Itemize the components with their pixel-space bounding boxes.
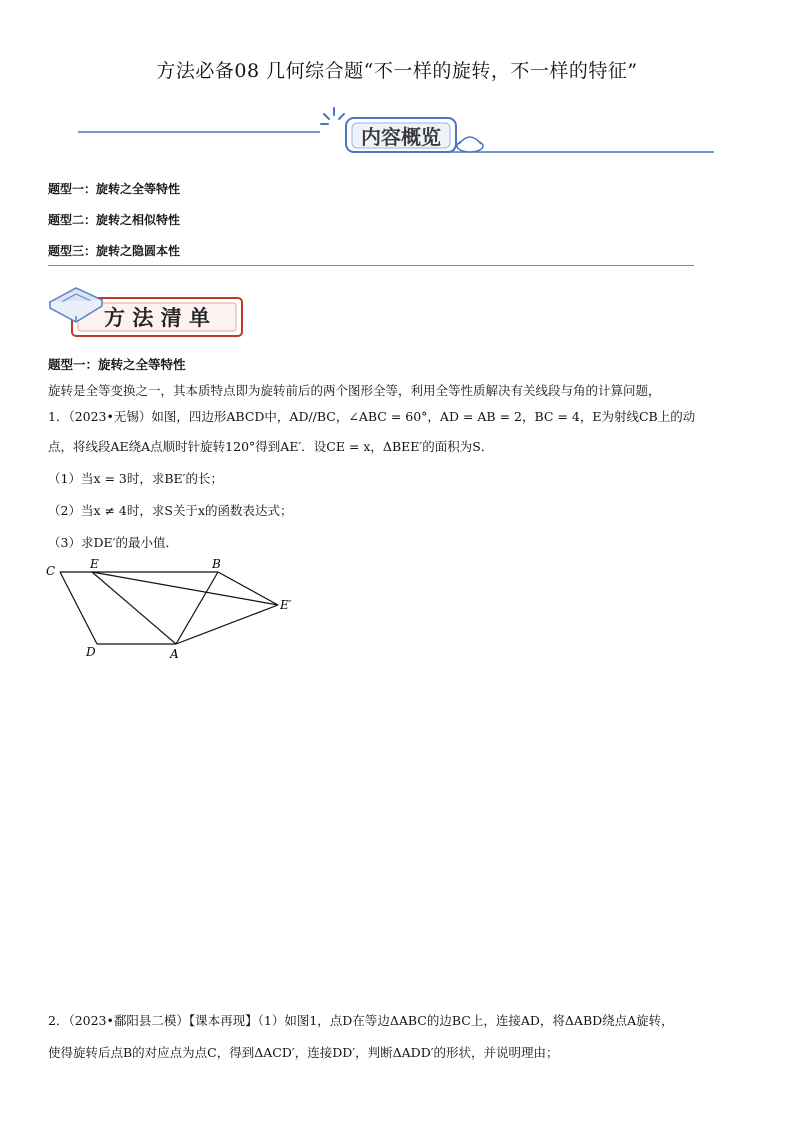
label-d: D — [86, 645, 96, 659]
overview-item: 题型二：旋转之相似特性 — [48, 213, 181, 227]
label-b: B — [212, 557, 221, 571]
segment-ee2 — [92, 572, 278, 605]
label-e-prime: E′ — [280, 598, 292, 612]
section-heading: 题型一：旋转之全等特性 — [48, 357, 186, 372]
question-1-part-2: （2）当x ≠ 4时，求S关于x的函数表达式； — [48, 503, 293, 518]
segment-ae — [92, 572, 176, 644]
overview-item: 题型一：旋转之全等特性 — [48, 182, 181, 196]
question-2-line-1: 2．（2023•鄱阳县二模）【课本再现】（1）如图1，点D在等边ΔABC的边BC上，连接AD，将ΔABD绕点A旋转， — [48, 1013, 674, 1028]
segment-cd — [60, 572, 97, 644]
divider — [48, 265, 694, 266]
sparkle-icon — [321, 108, 344, 124]
label-e: E — [90, 557, 99, 571]
segment-ae2 — [176, 605, 278, 644]
page-title: 方法必备08 几何综合题“不一样的旋转，不一样的特征” — [156, 60, 638, 82]
question-1-line-1: 1．（2023•无锡）如图，四边形ABCD中，AD//BC，∠ABC = 60°，AD = AB = 2，BC = 4，E为射线CB上的动 — [48, 409, 696, 424]
section-intro: 旋转是全等变换之一，其本质特点即为旋转前后的两个图形全等，利用全等性质解决有关线段与角的计算问题， — [48, 383, 661, 398]
label-c: C — [46, 564, 56, 578]
label-a: A — [170, 647, 179, 661]
segment-ab — [176, 572, 218, 644]
overview-list — [48, 180, 180, 273]
method-banner — [46, 276, 246, 340]
overview-banner — [78, 100, 718, 160]
geometry-figure — [40, 555, 310, 665]
question-2-line-2: 使得旋转后点B的对应点为点C，得到ΔACD′，连接DD′，判断ΔADD′的形状，并说明理由； — [48, 1045, 559, 1060]
question-1-part-1: （1）当x = 3时，求BE′的长； — [48, 471, 224, 486]
question-1-line-2: 点，将线段AE绕A点顺时针旋转120°得到AE′．设CE = x，ΔBEE′的面积为S． — [48, 439, 494, 454]
question-1-part-3: （3）求DE′的最小值． — [48, 535, 178, 550]
method-banner-label: 方 法 清 单 — [104, 306, 210, 330]
hat-icon — [457, 137, 483, 152]
overview-item: 题型三：旋转之隐圆本性 — [48, 244, 181, 258]
overview-banner-label: 内容概览 — [361, 125, 441, 149]
